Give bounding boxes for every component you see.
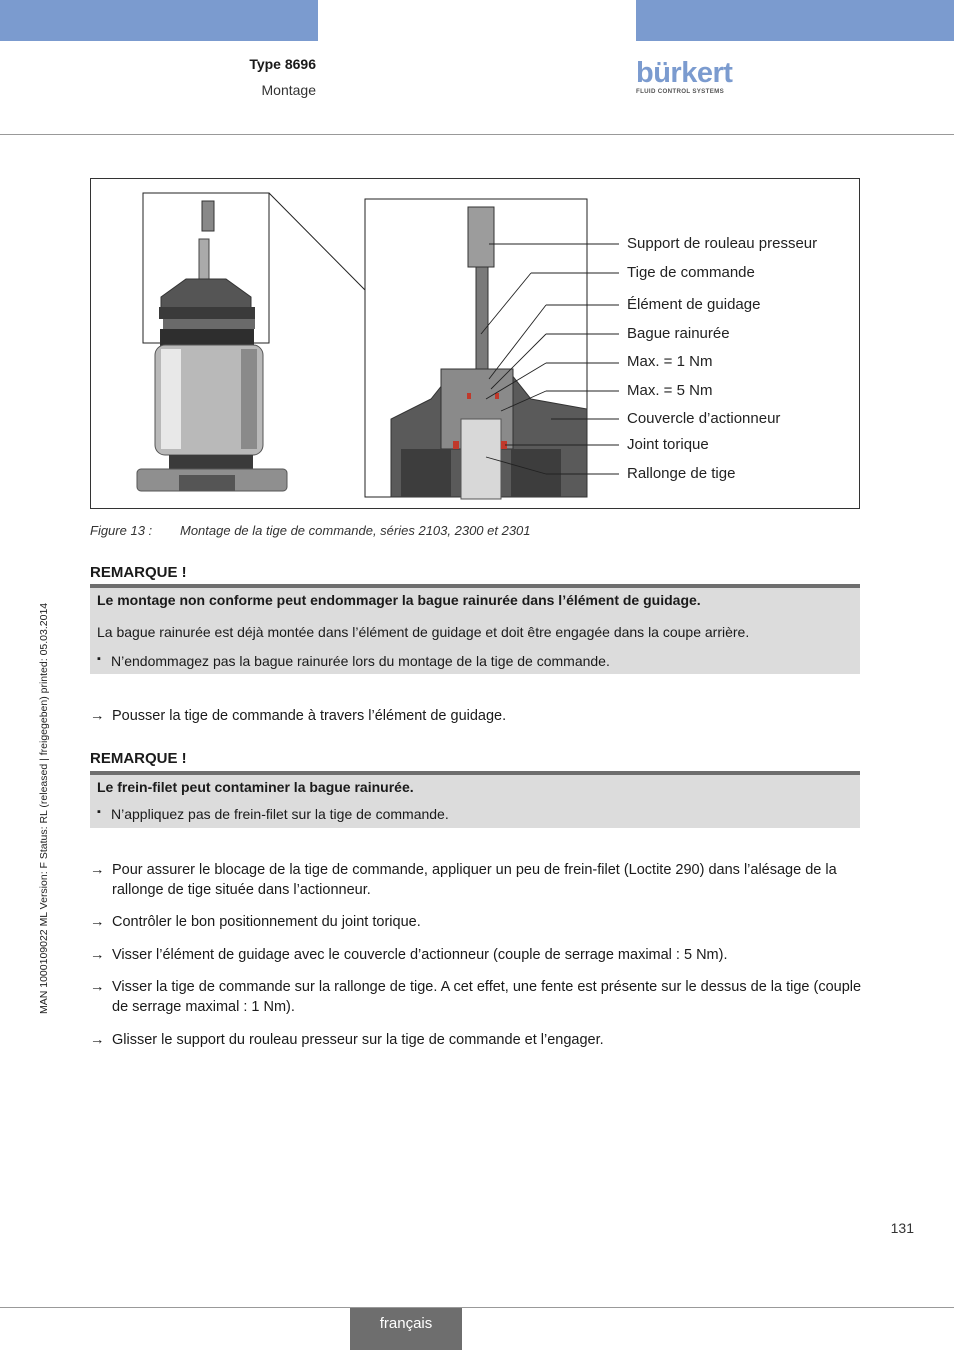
label-element-guidage: Élément de guidage (627, 296, 761, 313)
step-text: Pousser la tige de commande à travers l’élément de guidage. (112, 708, 507, 724)
notice-text: La bague rainurée est déjà montée dans l’élément de guidage et doit être engagée dans la coupe arrière. (97, 624, 750, 640)
doc-section: Montage (261, 82, 316, 98)
arrow-icon: → (90, 708, 105, 724)
label-rallonge-tige: Rallonge de tige (627, 465, 736, 482)
label-max-5nm: Max. = 5 Nm (627, 382, 713, 399)
header-divider (0, 134, 954, 135)
logo-word: bürkert (636, 57, 733, 89)
page-number: 131 (890, 1220, 914, 1236)
burkert-logo (636, 58, 746, 98)
figure-drawing (91, 179, 859, 508)
header-bar-left (0, 0, 318, 41)
step-text: Contrôler le bon positionnement du joint torique. (112, 914, 421, 930)
figure-frame (90, 178, 860, 509)
notice-heading: REMARQUE ! (90, 750, 187, 767)
step-text: Glisser le support du rouleau presseur sur la tige de commande et l’engager. (112, 1032, 604, 1048)
label-joint-torique: Joint torique (627, 436, 709, 453)
language-tab: français (350, 1308, 462, 1350)
caption-number: Figure 13 : (90, 523, 153, 538)
label-bague-rainuree: Bague rainurée (627, 325, 730, 342)
label-couvercle: Couvercle d’actionneur (627, 410, 781, 427)
instruction-step (90, 860, 865, 900)
instruction-step (90, 706, 865, 726)
step-text: Visser la tige de commande sur la rallonge de tige. A cet effet, une fente est présente sur le dessus de la tige (couple de serrage maximal : 1 Nm). (112, 979, 862, 1015)
side-print-info: MAN 1000109022 ML Version: F Status: RL (released | freigegeben) printed: 05.03.2014 (38, 602, 50, 1014)
arrow-icon: → (90, 914, 105, 930)
notice-title: Le frein-filet peut contaminer la bague rainurée. (97, 779, 414, 795)
notice-bullet (97, 806, 449, 822)
notice-box (90, 775, 860, 828)
header-bar-right (636, 0, 954, 41)
doc-type: Type 8696 (249, 56, 316, 72)
bullet-text: N’endommagez pas la bague rainurée lors du montage de la tige de commande. (111, 653, 610, 669)
bullet-glyph: ▪ (97, 806, 101, 818)
label-max-1nm: Max. = 1 Nm (627, 353, 713, 370)
arrow-icon: → (90, 1032, 105, 1048)
detail-section-drawing (391, 207, 587, 499)
figure-caption (90, 523, 531, 538)
caption-text: Montage de la tige de commande, séries 2103, 2300 et 2301 (180, 523, 531, 538)
footer-divider (0, 1307, 954, 1308)
instruction-step (90, 912, 865, 932)
arrow-icon: → (90, 862, 105, 878)
notice-bullet (97, 653, 610, 669)
step-text: Visser l’élément de guidage avec le couvercle d’actionneur (couple de serrage maximal : 5 Nm). (112, 947, 728, 963)
instruction-step (90, 977, 865, 1017)
step-text: Pour assurer le blocage de la tige de commande, appliquer un peu de frein-filet (Loctite 290) dans l’alésage de la rallonge de tige située dans l’actionneur. (112, 862, 837, 898)
notice-title: Le montage non conforme peut endommager la bague rainurée dans l’élément de guidage. (97, 592, 701, 608)
notice-heading: REMARQUE ! (90, 564, 187, 581)
logo-tagline: FLUID CONTROL SYSTEMS (636, 88, 724, 95)
arrow-icon: → (90, 979, 105, 995)
notice-box (90, 588, 860, 674)
zoom-line (269, 193, 365, 290)
arrow-icon: → (90, 947, 105, 963)
instruction-step (90, 1030, 865, 1050)
instruction-step (90, 945, 865, 965)
bullet-glyph: ▪ (97, 653, 101, 665)
label-tige-commande: Tige de commande (627, 264, 755, 281)
actuator-body-drawing (137, 345, 287, 491)
label-support-rouleau: Support de rouleau presseur (627, 235, 818, 252)
bullet-text: N’appliquez pas de frein-filet sur la tige de commande. (111, 806, 449, 822)
